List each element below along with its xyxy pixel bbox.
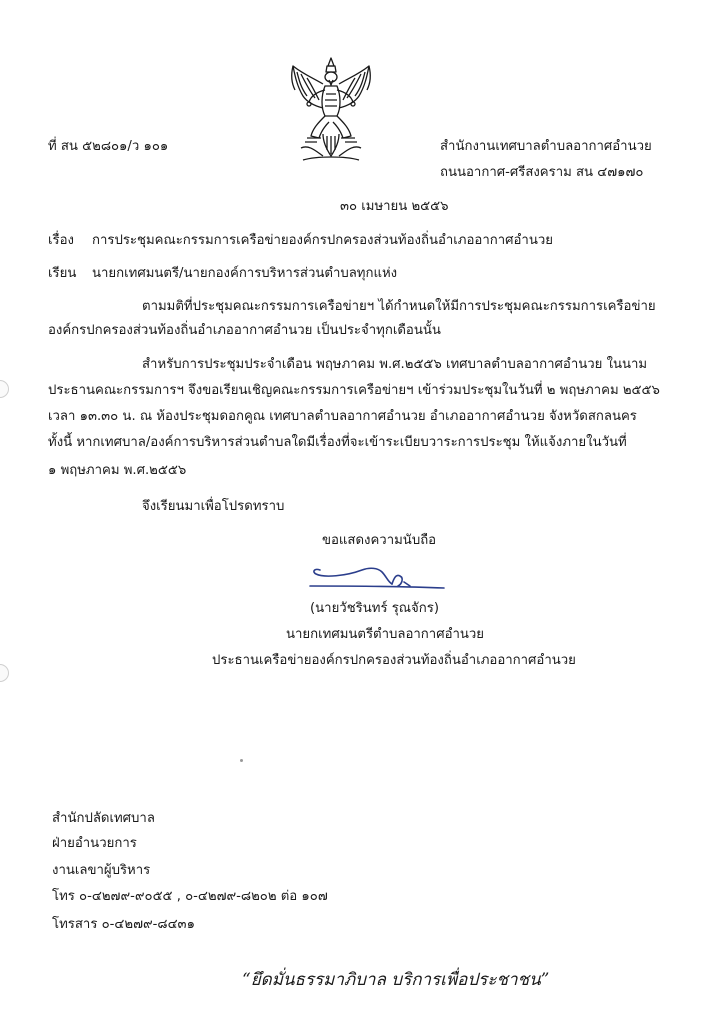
letter-date: ๓๐ เมษายน ๒๕๕๖ bbox=[340, 199, 449, 214]
recipient-text: นายกเทศมนตรี/นายกองค์การบริหารส่วนตำบลทุกแห่ง bbox=[92, 266, 398, 281]
office-address: ถนนอากาศ-ศรีสงคราม สน ๔๗๑๗๐ bbox=[440, 165, 644, 180]
closing-note: จึงเรียนมาเพื่อโปรดทราบ bbox=[142, 499, 285, 514]
subject-text: การประชุมคณะกรรมการเครือข่ายองค์กรปกครองส่วนท้องถิ่นอำเภออากาศอำนวย bbox=[92, 233, 553, 248]
body-line: ตามมติที่ประชุมคณะกรรมการเครือข่ายฯ ได้กำหนดให้มีการประชุมคณะกรรมการเครือข่าย bbox=[142, 299, 656, 314]
body-line: ทั้งนี้ หากเทศบาล/องค์การบริหารส่วนตำบลใดมีเรื่องที่จะเข้าระเบียบวาระการประชุม ให้แจ้งภายในวันที่ bbox=[48, 435, 627, 450]
signer-name: (นายวัชรินทร์ รุณจักร) bbox=[310, 601, 439, 616]
garuda-emblem-icon bbox=[283, 56, 379, 166]
reference-number: ที่ สน ๕๒๘๐๑/ว ๑๐๑ bbox=[48, 139, 169, 154]
speck bbox=[240, 759, 243, 762]
signer-title: ประธานเครือข่ายองค์กรปกครองส่วนท้องถิ่นอำเภออากาศอำนวย bbox=[212, 653, 576, 668]
body-line: สำหรับการประชุมประจำเดือน พฤษภาคม พ.ศ.๒๕๕๖ เทศบาลตำบลอากาศอำนวย ในนาม bbox=[142, 357, 648, 372]
footer-section: งานเลขาผู้บริหาร bbox=[52, 863, 151, 878]
footer-fax: โทรสาร ๐-๔๒๗๙-๘๔๓๑ bbox=[52, 917, 195, 932]
body-line: ๑ พฤษภาคม พ.ศ.๒๕๕๖ bbox=[48, 463, 187, 478]
motto: “ยึดมั่นธรรมาภิบาล บริการเพื่อประชาชน” bbox=[242, 970, 550, 990]
body-line: องค์กรปกครองส่วนท้องถิ่นอำเภออากาศอำนวย เป็นประจำทุกเดือนนั้น bbox=[48, 323, 441, 338]
subject-label: เรื่อง bbox=[48, 233, 74, 248]
footer-division: ฝ่ายอำนวยการ bbox=[52, 836, 137, 851]
office-name: สำนักงานเทศบาลตำบลอากาศอำนวย bbox=[440, 139, 652, 154]
regards: ขอแสดงความนับถือ bbox=[322, 533, 437, 548]
signature-icon bbox=[306, 556, 446, 596]
punch-hole bbox=[0, 664, 9, 682]
footer-phone: โทร ๐-๔๒๗๙-๙๐๕๕ , ๐-๔๒๗๙-๘๒๐๒ ต่อ ๑๐๗ bbox=[52, 889, 328, 904]
body-line: ประธานคณะกรรมการฯ จึงขอเรียนเชิญคณะกรรมการเครือข่ายฯ เข้าร่วมประชุมในวันที่ ๒ พฤษภาคม ๒๕๕๖ bbox=[48, 383, 660, 398]
recipient-label: เรียน bbox=[48, 266, 77, 281]
punch-hole bbox=[0, 380, 9, 398]
footer-department: สำนักปลัดเทศบาล bbox=[52, 811, 155, 826]
signer-title: นายกเทศมนตรีตำบลอากาศอำนวย bbox=[286, 627, 485, 642]
body-line: เวลา ๑๓.๓๐ น. ณ ห้องประชุมดอกคูณ เทศบาลตำบลอากาศอำนวย อำเภออากาศอำนวย จังหวัดสกลนคร bbox=[48, 409, 637, 424]
